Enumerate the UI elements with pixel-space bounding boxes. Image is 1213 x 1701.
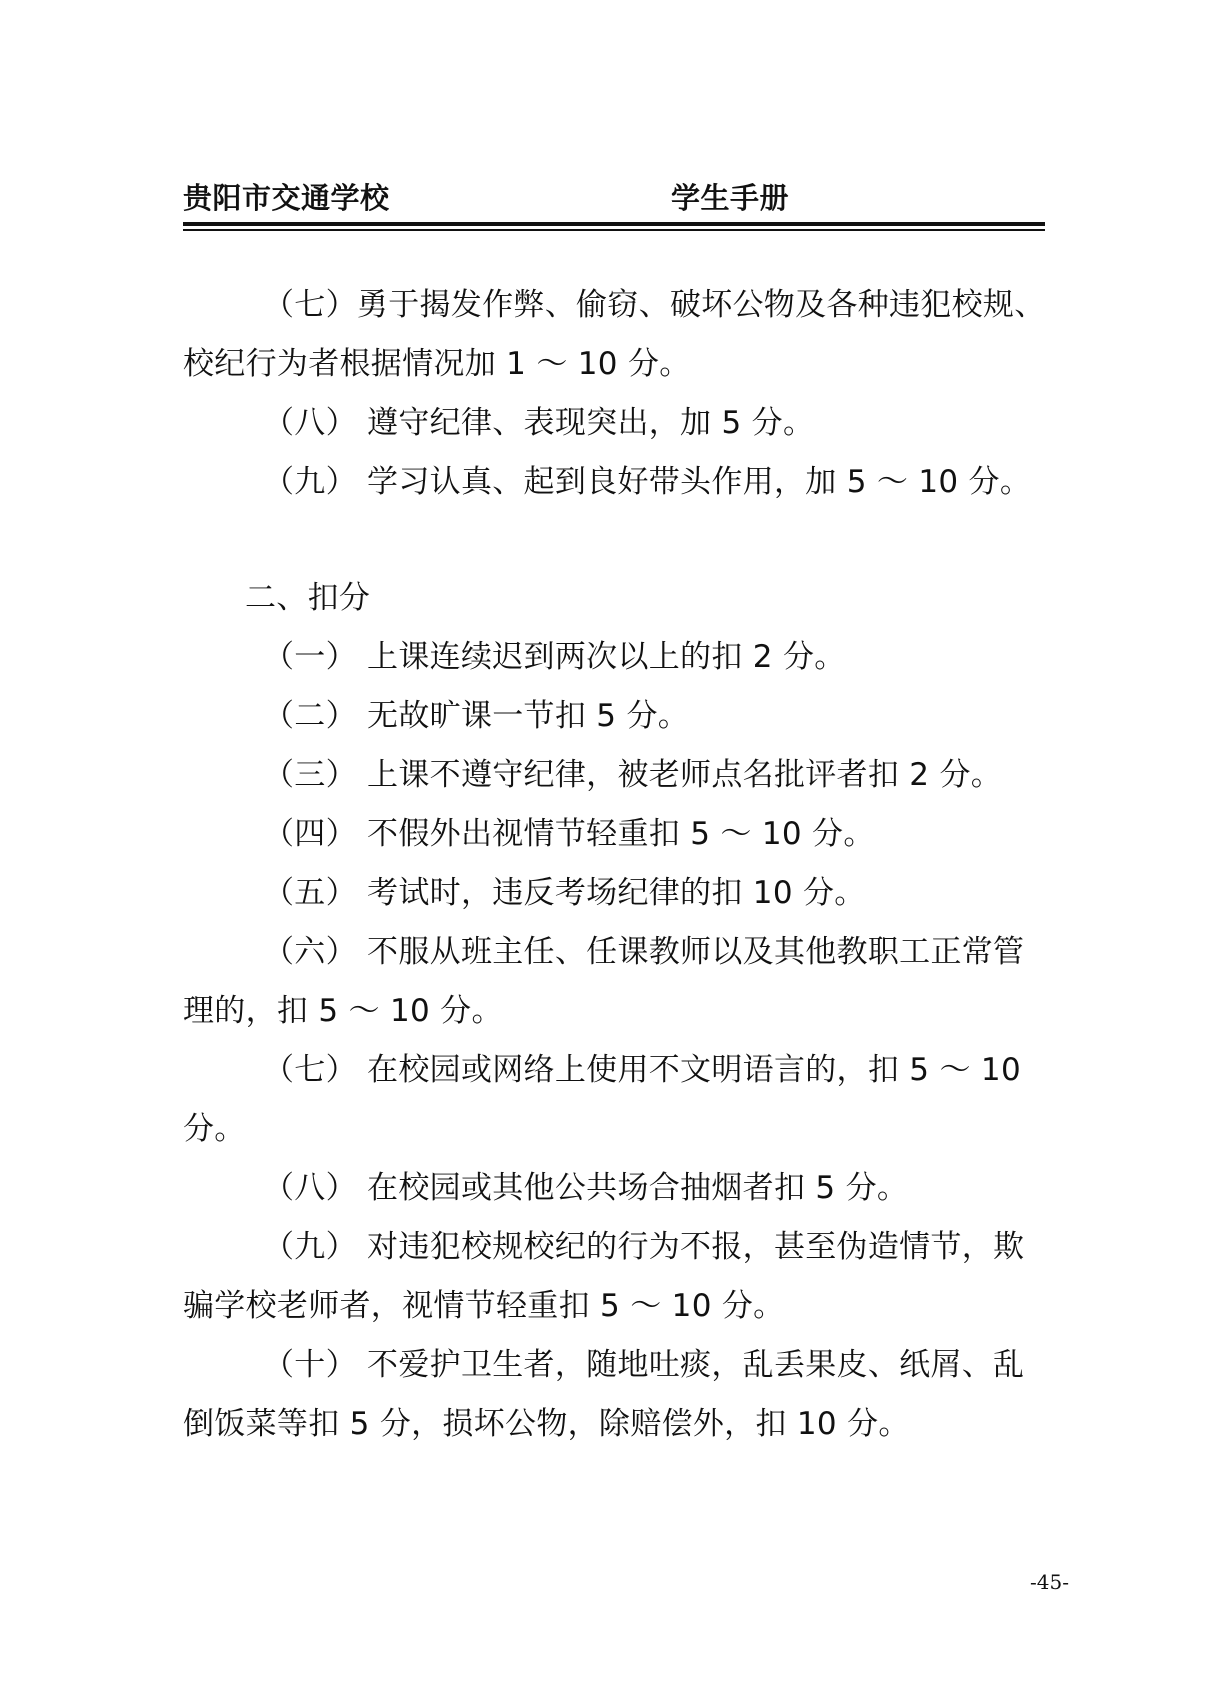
header-school-name: 贵阳市交通学校 [183,181,390,215]
deduction-item-3: （三） 上课不遵守纪律，被老师点名批评者扣 2 分。 [263,757,1003,793]
deduction-item-6: （六） 不服从班主任、任课教师以及其他教职工正常管理的，扣 5 ～ 10 分。 [183,934,1025,1029]
deduction-item-5: （五） 考试时，违反考场纪律的扣 10 分。 [263,875,866,911]
section-spacer [183,512,1049,569]
bonus-item-8: （八） 遵守纪律、表现突出，加 5 分。 [263,405,815,441]
header-divider-thick [183,222,1045,226]
page-header [183,176,1045,224]
header-handbook-title: 学生手册 [671,181,790,215]
document-body [183,276,1049,1454]
deduction-item-4: （四） 不假外出视情节轻重扣 5 ～ 10 分。 [263,816,875,852]
deduction-item-8: （八） 在校园或其他公共场合抽烟者扣 5 分。 [263,1170,909,1206]
deduction-item-7: （七） 在校园或网络上使用不文明语言的，扣 5 ～ 10 分。 [183,1052,1032,1147]
deduction-item-9: （九） 对违犯校规校纪的行为不报，甚至伪造情节，欺骗学校老师者，视情节轻重扣 5 ～ 10 分。 [183,1229,1025,1324]
deduction-item-1: （一） 上课连续迟到两次以上的扣 2 分。 [263,639,846,675]
section-title-deductions: 二、扣分 [245,580,371,616]
deduction-item-10: （十） 不爱护卫生者，随地吐痰，乱丢果皮、纸屑、乱倒饭菜等扣 5 分，损坏公物，除赔偿外，扣 10 分。 [183,1347,1025,1442]
bonus-item-9: （九） 学习认真、起到良好带头作用，加 5 ～ 10 分。 [263,464,1032,500]
header-divider-thin [183,229,1045,231]
deduction-item-2: （二） 无故旷课一节扣 5 分。 [263,698,690,734]
bonus-item-7: （七）勇于揭发作弊、偷窃、破坏公物及各种违犯校规、校纪行为者根据情况加 1 ～ 10 分。 [183,287,1046,382]
page-number: -45- [1030,1570,1069,1594]
